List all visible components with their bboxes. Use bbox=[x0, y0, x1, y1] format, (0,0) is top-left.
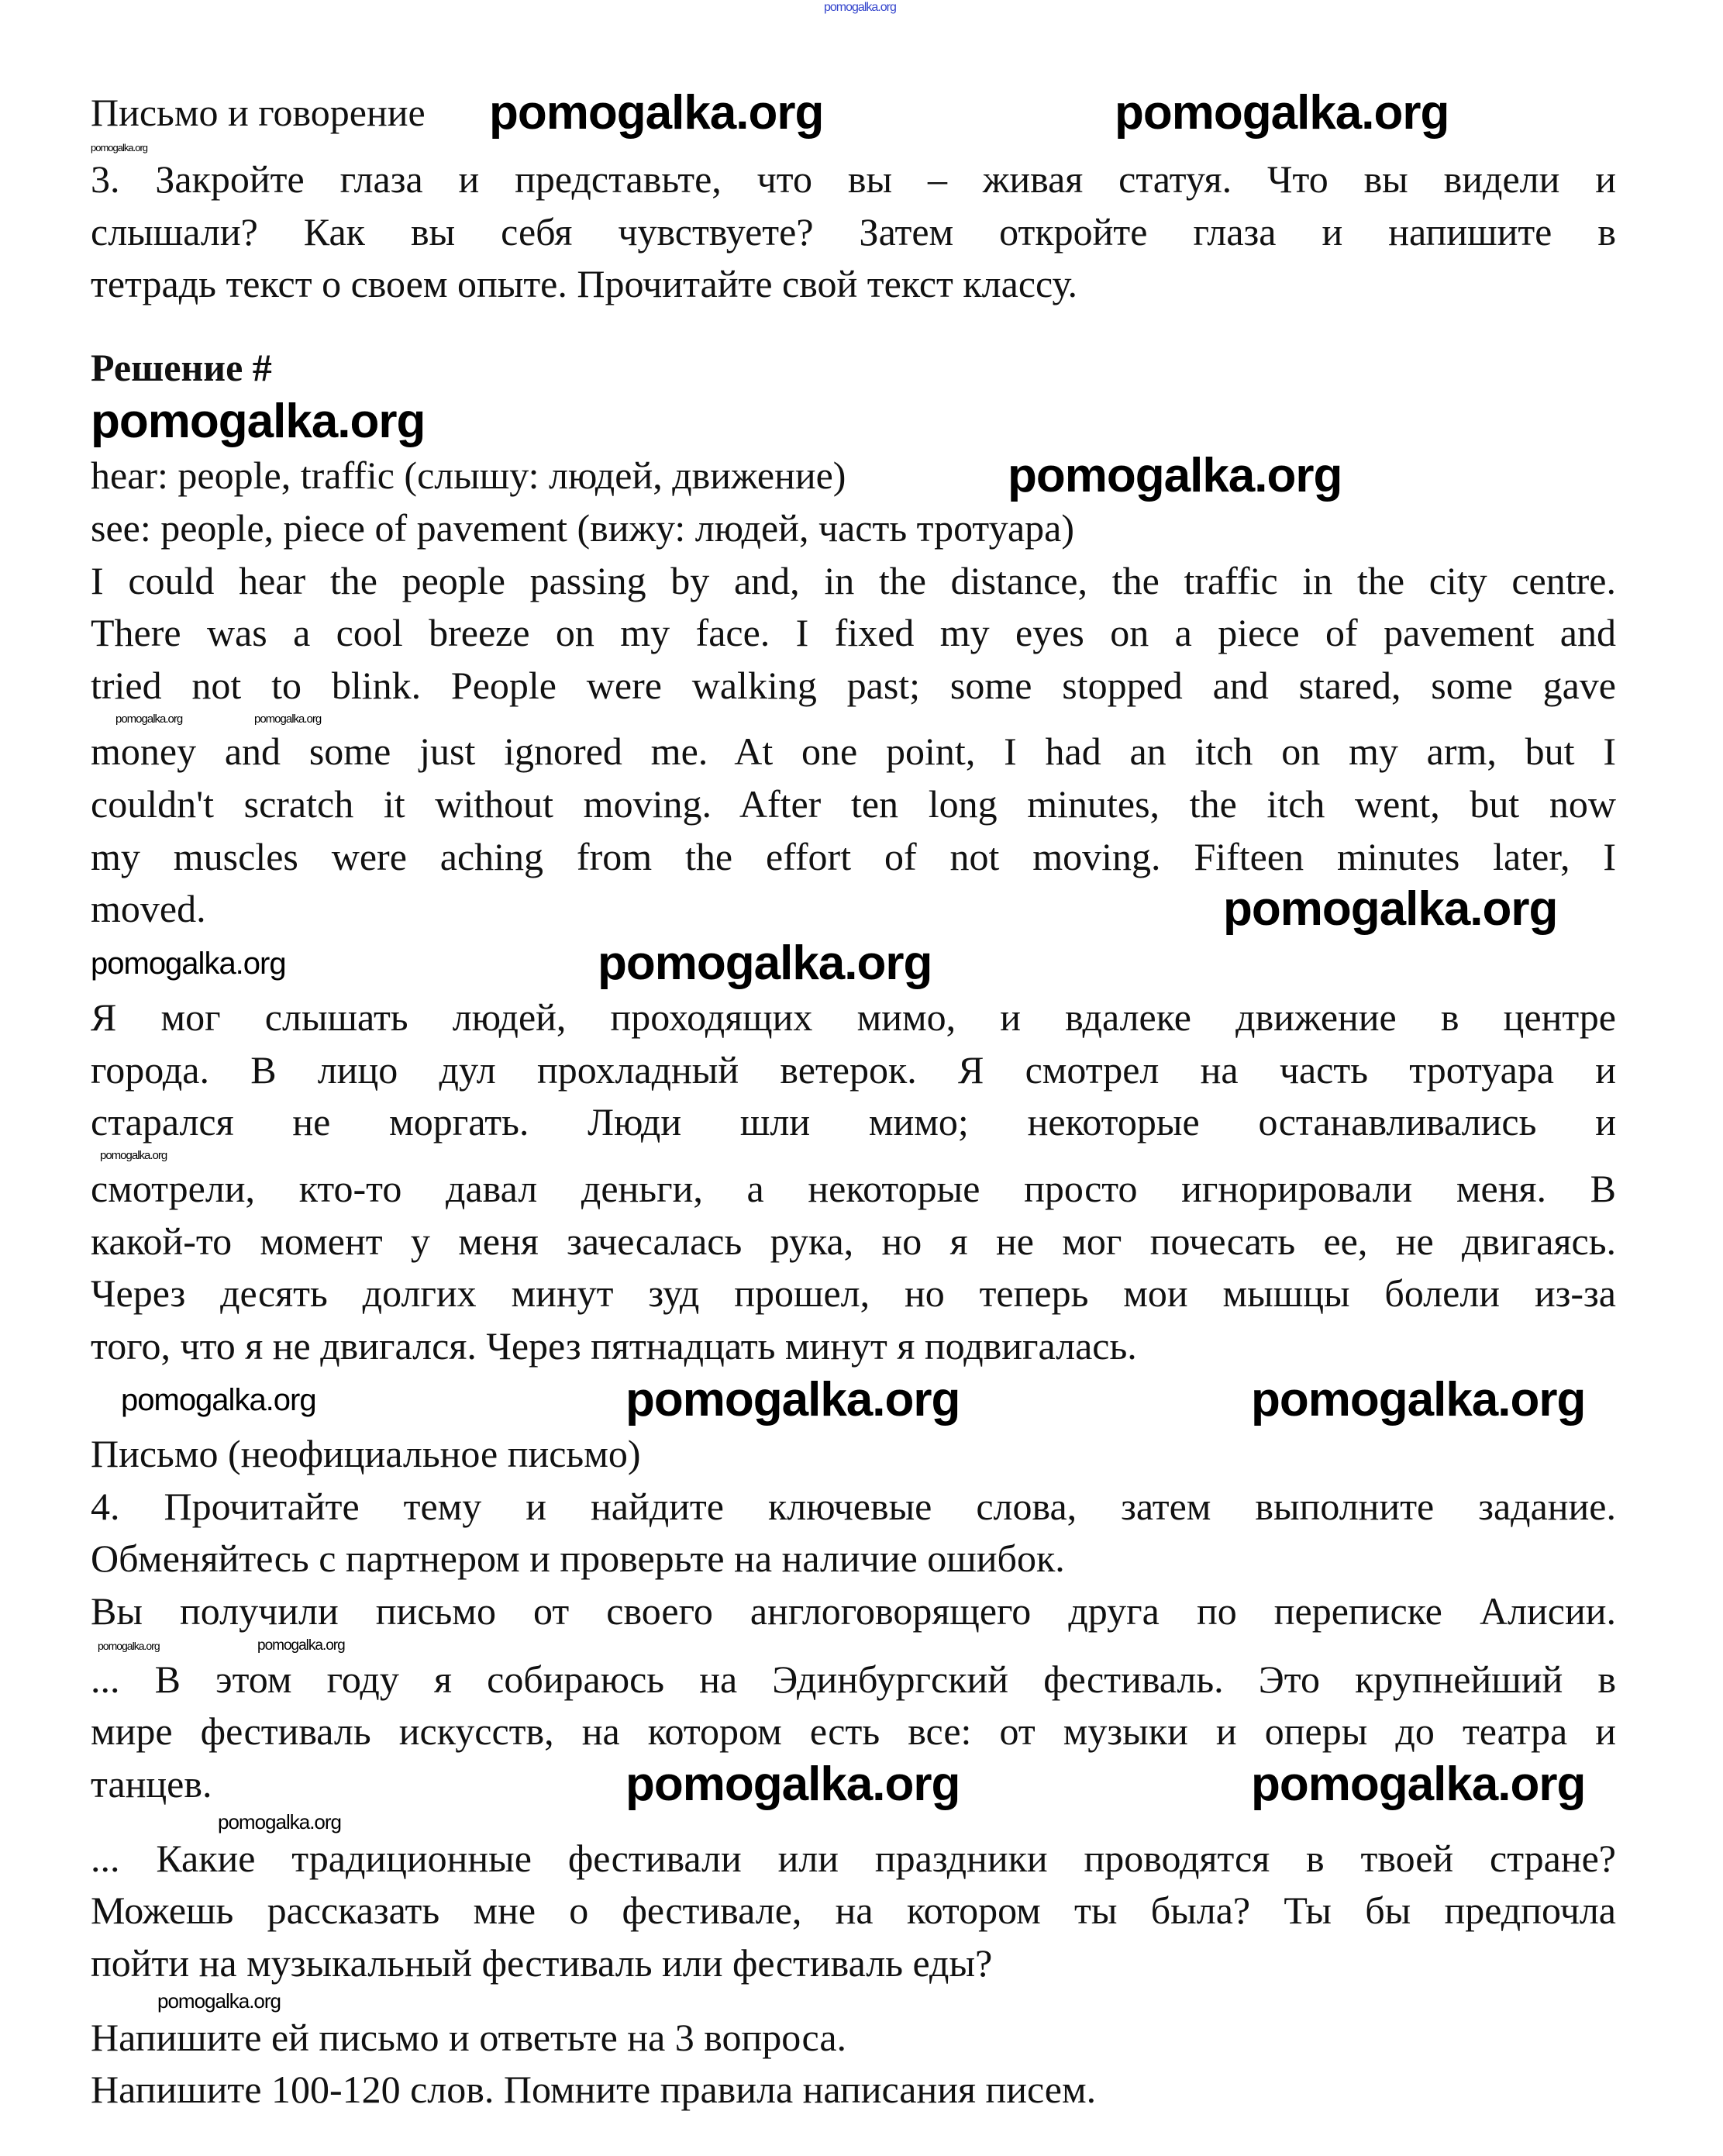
text-line: moved. bbox=[91, 887, 206, 931]
task-3 bbox=[91, 154, 1616, 311]
text-line: Обменяйтесь с партнером и проверьте на наличие ошибок. bbox=[91, 1537, 1065, 1581]
text-line: Напишите ей письмо и ответьте на 3 вопроса. bbox=[91, 2015, 847, 2059]
text-line: ... В этом году я собираюсь на Эдинбургский фестиваль. Это крупнейший в bbox=[91, 1657, 1616, 1701]
text-line: старался не моргать. Люди шли мимо; некоторые останавливались и bbox=[91, 1100, 1616, 1144]
text-line: see: people, piece of pavement (вижу: людей, часть тротуара) bbox=[91, 505, 1074, 550]
text-line: hear: people, traffic (слышу: людей, движение) bbox=[91, 454, 846, 498]
text-line: Письмо (неофициальное письмо) bbox=[91, 1432, 641, 1476]
text-line: There was a cool breeze on my face. I fixed my eyes on a piece of pavement and bbox=[91, 611, 1616, 655]
watermark: pomogalka.org bbox=[91, 947, 286, 981]
text-line: какой-то момент у меня зачесалась рука, но я не мог почесать ее, не двигаясь. bbox=[91, 1219, 1616, 1263]
watermark: pomogalka.org bbox=[824, 1, 896, 14]
watermark: pomogalka.org bbox=[1115, 86, 1449, 140]
text-line: couldn't scratch it without moving. After ten long minutes, the itch went, but now bbox=[91, 781, 1616, 826]
watermark: pomogalka.org bbox=[218, 1809, 341, 1833]
watermark: pomogalka.org bbox=[91, 141, 147, 154]
watermark: pomogalka.org bbox=[257, 1637, 345, 1654]
text-line: Через десять долгих минут зуд прошел, но теперь мои мышцы болели из-за bbox=[91, 1271, 1616, 1316]
text-line: того, что я не двигался. Через пятнадцать минут я подвигалась. bbox=[91, 1323, 1137, 1368]
watermark: pomogalka.org bbox=[625, 1373, 960, 1427]
text-line: мире фестиваль искусств, на котором есть все: от музыки и оперы до театра и bbox=[91, 1709, 1616, 1754]
text-line: tried not to blink. People were walking past; some stopped and stared, some gave bbox=[91, 663, 1616, 707]
text-line: города. В лицо дул прохладный ветерок. Я смотрел на часть тротуара и bbox=[91, 1047, 1616, 1092]
text-line: слышали? Как вы себя чувствуете? Затем откройте глаза и напишите в bbox=[91, 209, 1616, 254]
section-heading-writing-speaking bbox=[91, 85, 1616, 141]
text-line: пойти на музыкальный фестиваль или фестиваль еды? bbox=[91, 1941, 993, 1985]
watermark: pomogalka.org bbox=[1008, 449, 1342, 503]
watermark: pomogalka.org bbox=[489, 86, 824, 140]
watermark: pomogalka.org bbox=[157, 1989, 281, 2013]
text-line: Можешь рассказать мне о фестивале, на котором ты была? Ты бы предпочла bbox=[91, 1889, 1616, 1933]
text-line: money and some just ignored me. At one point, I had an itch on my arm, but I bbox=[91, 730, 1616, 774]
watermark: pomogalka.org bbox=[625, 1757, 960, 1811]
watermark: pomogalka.org bbox=[115, 712, 183, 726]
text-line: танцев. bbox=[91, 1762, 212, 1806]
watermark: pomogalka.org bbox=[98, 1639, 160, 1652]
text-line: my muscles were aching from the effort of not moving. Fifteen minutes later, I bbox=[91, 834, 1616, 878]
watermark: pomogalka.org bbox=[1223, 882, 1558, 937]
watermark: pomogalka.org bbox=[121, 1383, 316, 1418]
text-line: Письмо и говорение bbox=[91, 91, 426, 135]
text-line: 3. Закройте глаза и представьте, что вы – живая статуя. Что вы видели и bbox=[91, 157, 1616, 201]
text-line: тетрадь текст о своем опыте. Прочитайте свой текст классу. bbox=[91, 262, 1078, 306]
task-4 bbox=[91, 1428, 1616, 2116]
watermark: pomogalka.org bbox=[1251, 1373, 1586, 1427]
text-line: 4. Прочитайте тему и найдите ключевые слова, затем выполните задание. bbox=[91, 1484, 1616, 1528]
document bbox=[91, 85, 1616, 2116]
text-line: Напишите 100-120 слов. Помните правила написания писем. bbox=[91, 2068, 1097, 2112]
solution-russian bbox=[91, 992, 1616, 1372]
watermark: pomogalka.org bbox=[100, 1149, 167, 1163]
solution-english bbox=[91, 450, 1616, 936]
watermark: pomogalka.org bbox=[598, 937, 932, 991]
watermark: pomogalka.org bbox=[1251, 1757, 1586, 1811]
watermark: pomogalka.org bbox=[254, 712, 322, 726]
text-line: ... Какие традиционные фестивали или праздники проводятся в твоей стране? bbox=[91, 1836, 1616, 1880]
text-line: Вы получили письмо от своего англоговорящего друга по переписке Алисии. bbox=[91, 1589, 1616, 1633]
text-line: I could hear the people passing by and, in the distance, the traffic in the city centre. bbox=[91, 558, 1616, 602]
watermark: pomogalka.org bbox=[91, 395, 426, 449]
text-line: смотрели, кто-то давал деньги, а некоторые просто игнорировали меня. В bbox=[91, 1166, 1616, 1210]
text-line: Я мог слышать людей, проходящих мимо, и вдалеке движение в центре bbox=[91, 995, 1616, 1040]
solution-heading: Решение # bbox=[91, 345, 272, 389]
